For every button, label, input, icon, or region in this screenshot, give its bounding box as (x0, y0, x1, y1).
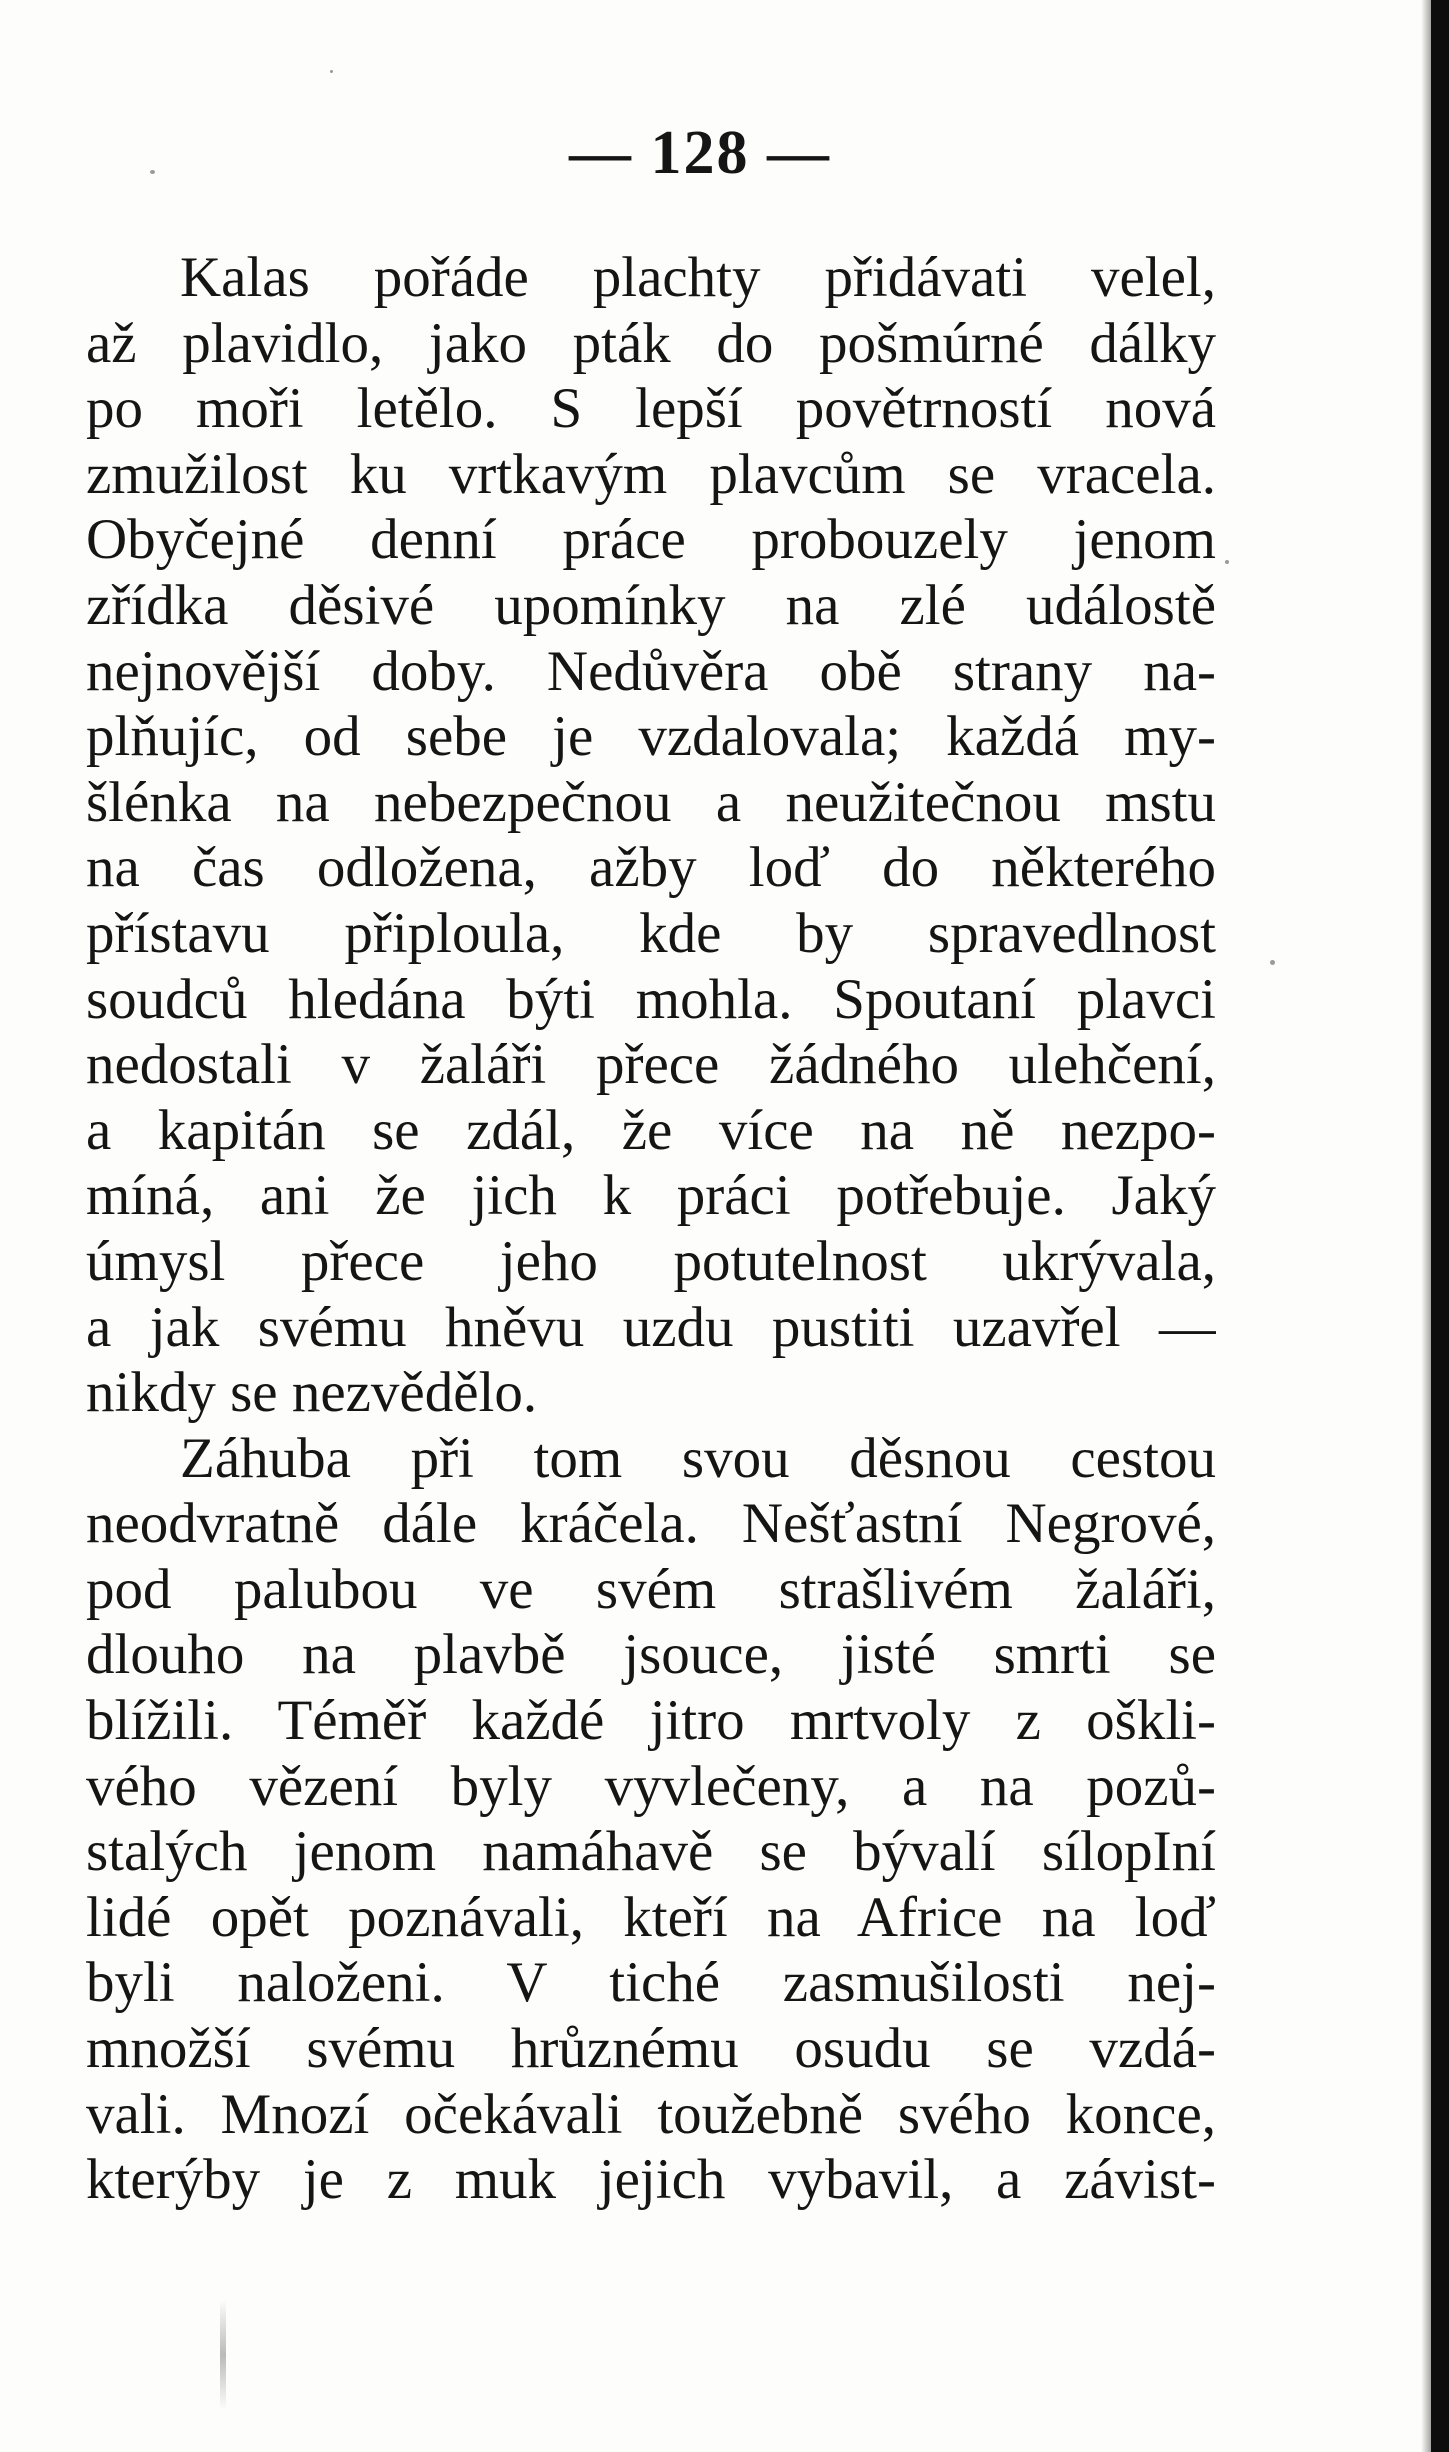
text-line: po moři letělo. S lepší povětrností nová (86, 377, 1216, 441)
text-line: množší svému hrůznému osudu se vzdá- (86, 2017, 1216, 2081)
text-line: nejnovější doby. Nedůvěra obě strany na- (86, 639, 1216, 703)
paper-speck (330, 70, 333, 73)
text-line: míná, ani že jich k práci potřebuje. Jaký (86, 1164, 1216, 1228)
text-line: Kalas pořáde plachty přidávati velel, (180, 246, 1216, 309)
page-number: — 128 — (569, 119, 831, 187)
text-line: vého vězení byly vyvlečeny, a na pozů- (86, 1754, 1216, 1818)
page-edge (1431, 0, 1449, 2452)
paragraph-1 (86, 245, 1216, 1426)
text-line: soudců hledána býti mohla. Spoutaní plavci (86, 967, 1216, 1031)
text-line: pod palubou ve svém strašlivém žaláři, (86, 1557, 1216, 1621)
paper-speck (150, 170, 155, 174)
text-line: až plavidlo, jako pták do pošmúrné dálky (86, 311, 1216, 375)
text-line: a jak svému hněvu uzdu pustiti uzavřel — (86, 1295, 1216, 1359)
text-line: úmysl přece jeho potutelnost ukrývala, (86, 1229, 1216, 1293)
paper-speck (1270, 960, 1275, 965)
paper-speck (1225, 560, 1229, 564)
text-line: přístavu připloula, kde by spravedlnost (86, 901, 1216, 965)
text-line: Obyčejné denní práce probouzely jenom (86, 508, 1216, 572)
text-line: nedostali v žaláři přece žádného ulehčení, (86, 1033, 1216, 1097)
text-line: kterýby je z muk jejich vybavil, a závist- (86, 2148, 1216, 2212)
text-line: lidé opět poznávali, kteří na Africe na loď (86, 1885, 1216, 1949)
text-line: byli naloženi. V tiché zasmušilosti nej- (86, 1951, 1216, 2015)
text-line: šlénka na nebezpečnou a neužitečnou mstu (86, 770, 1216, 834)
text-line: stalých jenom namáhavě se bývalí sílopIní (86, 1820, 1216, 1884)
text-line: neodvratně dále kráčela. Nešťastní Negrové, (86, 1492, 1216, 1556)
text-line: zmužilost ku vrtkavým plavcům se vracela. (86, 442, 1216, 506)
text-line: a kapitán se zdál, že více na ně nezpo- (86, 1098, 1216, 1162)
body-text (86, 245, 1216, 2213)
text-line: vali. Mnozí očekávali toužebně svého konce, (86, 2082, 1216, 2146)
text-line: blížili. Téměř každé jitro mrtvoly z oškli- (86, 1689, 1216, 1753)
paragraph-2 (86, 1426, 1216, 2213)
text-line: zřídka děsivé upomínky na zlé událostě (86, 573, 1216, 637)
text-line: Záhuba při tom svou děsnou cestou (180, 1426, 1216, 1490)
text-line: na čas odložena, ažby loď do některého (86, 836, 1216, 900)
text-line: plňujíc, od sebe je vzdalovala; každá my- (86, 705, 1216, 769)
text-line: nikdy se nezvědělo. (86, 1361, 538, 1425)
text-line: dlouho na plavbě jsouce, jisté smrti se (86, 1623, 1216, 1687)
margin-mark (220, 2300, 226, 2410)
page-edge-shadow (1421, 0, 1431, 2452)
